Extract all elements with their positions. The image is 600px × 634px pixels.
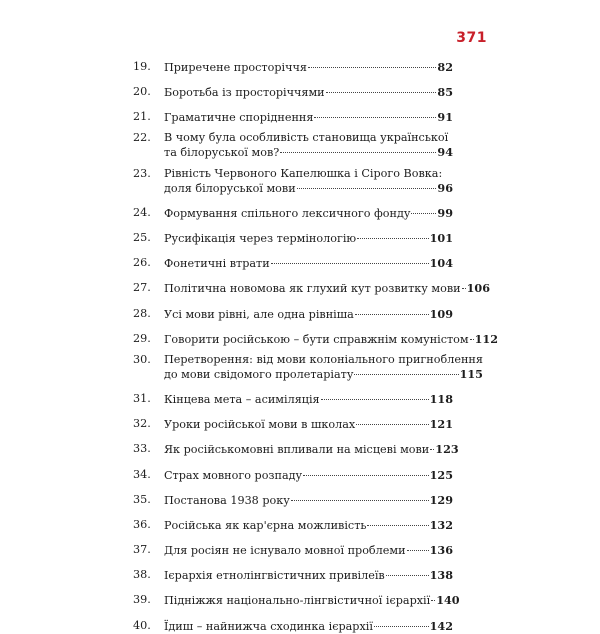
dot-leader (356, 424, 428, 425)
dot-leader (430, 449, 434, 450)
toc-entry-number: 31. (133, 391, 151, 405)
toc-entry (133, 352, 483, 382)
toc-entry-number: 32. (133, 417, 151, 431)
toc-entry-page: 104 (429, 256, 453, 271)
toc-entry-number: 20. (133, 85, 151, 99)
toc-entry (133, 493, 453, 508)
toc-entry-number: 22. (133, 131, 151, 145)
dot-leader (462, 288, 466, 289)
toc-entry-page: 106 (466, 281, 490, 296)
toc-entry-page: 91 (437, 110, 453, 125)
toc-entry-title-line: Перетворення: від мови колоніального пригноблення (164, 352, 483, 366)
toc-entry-page: 132 (429, 517, 453, 532)
toc-entry-title: Уроки російської мови в школах (164, 418, 356, 432)
toc-entry-number: 39. (133, 593, 151, 607)
toc-entry-title: Фонетичні втрати (164, 257, 270, 271)
toc-entry-page: 129 (429, 492, 453, 507)
toc-entry (133, 110, 453, 125)
toc-entry (133, 281, 490, 296)
toc-entry (133, 131, 453, 160)
toc-entry-page: 85 (437, 85, 453, 100)
toc-entry-number: 28. (133, 306, 151, 320)
dot-leader (386, 575, 429, 576)
toc-entry (133, 468, 453, 483)
toc-entry-title: Як російськомовні впливали на місцеві мови (164, 443, 430, 457)
toc-entry (133, 307, 453, 322)
toc-entry-number: 23. (133, 166, 151, 180)
dot-leader (291, 500, 429, 501)
toc-entry-page: 109 (429, 306, 453, 321)
toc-entry-number: 24. (133, 205, 151, 219)
toc-entry (133, 417, 453, 432)
toc-entry-page: 123 (435, 442, 459, 457)
toc-entry-number: 37. (133, 543, 151, 557)
toc-entry-page: 138 (429, 568, 453, 583)
dot-leader (357, 238, 429, 239)
toc-entry-title: Ієрархія етнолінгвістичних привілеїв (164, 569, 385, 583)
toc-entry-number: 25. (133, 230, 151, 244)
toc-entry-title: Страх мовного розпаду (164, 468, 303, 482)
toc-entry-page: 101 (429, 230, 453, 245)
table-of-contents (133, 60, 498, 634)
dot-leader (308, 67, 436, 68)
dot-leader (411, 213, 436, 214)
toc-entry (133, 442, 459, 457)
toc-entry-title: Усі мови рівні, але одна рівніша (164, 307, 354, 321)
toc-entry-title: Русифікація через термінологію (164, 231, 357, 245)
dot-leader (374, 626, 429, 627)
toc-entry-number: 26. (133, 256, 151, 270)
toc-entry-number: 36. (133, 517, 151, 531)
toc-entry (133, 518, 453, 533)
toc-entry-number: 21. (133, 110, 151, 124)
toc-entry-title: Формування спільного лексичного фонду (164, 206, 411, 220)
toc-entry-title: Російська як кар'єрна можливість (164, 518, 367, 532)
dot-leader (326, 92, 437, 93)
toc-entry-number: 29. (133, 331, 151, 345)
toc-entry (133, 619, 453, 634)
toc-entry-title: Підніжжя національно-лінгвістичної ієрархії (164, 594, 431, 608)
dot-leader (297, 188, 437, 189)
toc-entry-page: 112 (474, 331, 498, 346)
dot-leader (407, 550, 429, 551)
toc-entry-title: та білоруської мов? (164, 146, 280, 160)
dot-leader (280, 152, 436, 153)
toc-entry-page: 118 (429, 391, 453, 406)
page-number: 371 (456, 30, 487, 46)
toc-entry-number: 30. (133, 352, 151, 366)
toc-entry-page: 142 (429, 618, 453, 633)
dot-leader (303, 475, 429, 476)
toc-entry-number: 38. (133, 568, 151, 582)
toc-entry-number: 33. (133, 442, 151, 456)
toc-entry-title: Боротьба із просторіччями (164, 86, 325, 100)
toc-entry-title: доля білоруської мови (164, 181, 296, 195)
dot-leader (355, 314, 429, 315)
toc-entry (133, 85, 453, 100)
toc-entry (133, 593, 460, 608)
toc-entry (133, 60, 453, 75)
toc-entry-page: 96 (437, 180, 453, 195)
toc-entry-title: Політична новомова як глухий кут розвитку мови (164, 282, 461, 296)
dot-leader (367, 525, 428, 526)
dot-leader (271, 263, 429, 264)
toc-entry (133, 331, 498, 347)
toc-entry-page: 140 (436, 593, 460, 608)
toc-entry-title: Приречене просторіччя (164, 61, 307, 74)
toc-entry-page: 99 (437, 205, 453, 220)
toc-entry-title: Постанова 1938 року (164, 493, 290, 507)
toc-entry-page: 94 (437, 145, 453, 160)
toc-entry-page: 115 (459, 366, 483, 381)
dot-leader (314, 117, 436, 118)
toc-entry-title-line: Рівність Червоного Капелюшка і Сірого Вовка: (164, 166, 443, 180)
toc-entry-page: 82 (437, 60, 453, 74)
toc-entry-title: Граматичне споріднення (164, 111, 314, 125)
dot-leader (431, 600, 435, 601)
toc-entry-number: 35. (133, 492, 151, 506)
toc-entry (133, 206, 453, 221)
toc-entry-title: Кінцева мета – асиміляція (164, 392, 320, 406)
toc-entry-title: до мови свідомого пролетаріату (164, 367, 354, 381)
toc-entry-number: 27. (133, 281, 151, 295)
toc-entry (133, 167, 453, 196)
toc-entry-number: 40. (133, 618, 151, 632)
toc-entry-page: 136 (429, 543, 453, 558)
toc-entry-title-line: В чому була особливість становища української (164, 131, 449, 145)
dot-leader (321, 399, 429, 400)
toc-entry (133, 568, 453, 583)
dot-leader (470, 339, 474, 340)
toc-entry-page: 125 (429, 467, 453, 482)
toc-entry (133, 543, 453, 558)
toc-entry-title: Для росіян не існувало мовної проблеми (164, 544, 406, 558)
toc-entry (133, 392, 453, 407)
toc-entry-title: Говорити російською – бути справжнім комуністом (164, 332, 469, 346)
dot-leader (354, 374, 458, 375)
toc-entry-page: 121 (429, 417, 453, 432)
toc-entry-title: Їдиш – найнижча сходинка ієрархії (164, 619, 373, 633)
toc-entry-number: 19. (133, 60, 151, 73)
toc-entry (133, 231, 453, 246)
toc-entry-number: 34. (133, 467, 151, 481)
toc-entry (133, 256, 453, 271)
